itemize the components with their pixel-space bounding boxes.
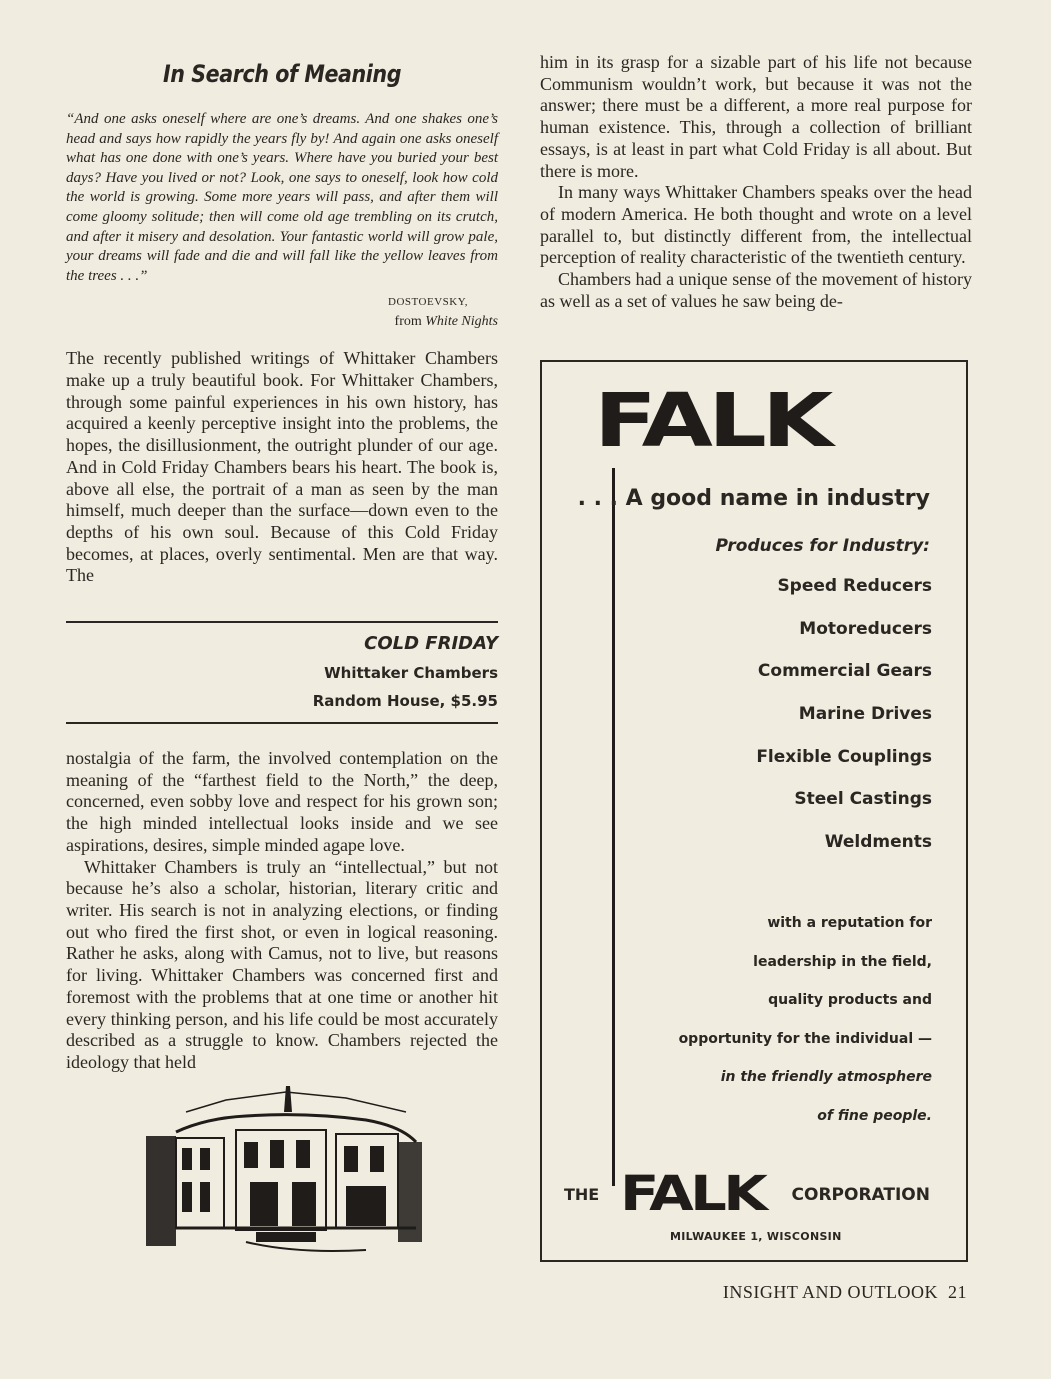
ad-reputation-text bbox=[679, 914, 932, 1146]
ad-vertical-rule bbox=[612, 468, 615, 1186]
ad-tagline: . . . A good name in industry bbox=[577, 486, 930, 511]
company-corporation: CORPORATION bbox=[791, 1185, 930, 1205]
paragraph-5: In many ways Whittaker Chambers speaks over the head of modern America. He both thought and wrote on a level parallel to, but distinctly different from, the intellectual perception of reality characteristic of the twentieth century. bbox=[540, 182, 972, 268]
reputation-line-italic: of fine people. bbox=[817, 1107, 932, 1124]
company-the: THE bbox=[564, 1185, 600, 1204]
reputation-line-italic: in the friendly atmosphere bbox=[720, 1069, 932, 1086]
paragraph-1: The recently published writings of Whittaker Chambers make up a truly beautiful book. For Whittaker Chambers, through some painful experiences in his own history, has acquired a keenly perceptive insight into the problems, the hopes, the disillusionment, the outright plunder of our age. And in Cold Friday Chambers bears his heart. The book is, above all else, the portrait of a man as seen by the man himself, much deeper than the surface—down even to the depths of his own soul. Because of this Cold Friday becomes, at places, overly sentimental. Men are that way. The bbox=[66, 348, 498, 586]
product-item: Marine Drives bbox=[798, 704, 932, 725]
product-item: Flexible Couplings bbox=[756, 746, 932, 767]
book-author: Whittaker Chambers bbox=[324, 664, 498, 683]
left-column bbox=[66, 52, 498, 1074]
reputation-line: quality products and bbox=[768, 992, 932, 1009]
falk-logo-small: FALK bbox=[620, 1166, 765, 1222]
page-number: 21 bbox=[948, 1282, 967, 1302]
ad-produces-heading: Produces for Industry: bbox=[715, 536, 930, 556]
article-body-part3 bbox=[540, 52, 972, 312]
epigraph-quote: “And one asks oneself where are one’s dreams. And one shakes one’s head and says how rapidly the years fly by! And again one asks oneself what has one done with one’s years. Where have you buried your best days? Have you lived or not? Look, one says to oneself, look how cold the world is growing. Some more years will pass, and after them will come gloomy solitude; then will come old age trembling on its crutch, and after it misery and desolation. Your fantastic world will grow pale, your dreams will fade and die and will fall like the yellow leaves from the trees . . .” bbox=[66, 111, 498, 284]
product-item: Motoreducers bbox=[799, 618, 932, 639]
book-publisher-price: Random House, $5.95 bbox=[312, 692, 498, 711]
reputation-line: with a reputation for bbox=[767, 915, 932, 931]
book-title: COLD FRIDAY bbox=[364, 633, 498, 655]
article-body-part2 bbox=[66, 748, 498, 1074]
falk-advertisement bbox=[540, 360, 968, 1262]
ad-product-list bbox=[756, 576, 932, 875]
company-address: MILWAUKEE 1, WISCONSIN bbox=[670, 1230, 842, 1243]
paragraph-6: Chambers had a unique sense of the movement of history as well as a set of values he saw being de- bbox=[540, 269, 972, 311]
ad-company-signature bbox=[564, 1166, 944, 1222]
product-item: Steel Castings bbox=[794, 789, 932, 810]
product-item: Weldments bbox=[824, 832, 932, 853]
page-footer bbox=[723, 1282, 967, 1303]
epigraph-source-line bbox=[395, 314, 498, 329]
right-column bbox=[540, 52, 972, 312]
article-body-part1 bbox=[66, 348, 498, 587]
paragraph-3: Whittaker Chambers is truly an “intellectual,” but not because he’s also a scholar, historian, literary critic and writer. His search is not in analyzing elections, or finding out who fired the first shot, or even in logical reasoning. Rather he asks, along with Camus, not to live, but reasons for living. Whittaker Chambers was concerned first and foremost with the problems that at one time or another hit every thinking person, and his life could be most accurately described as a struggle to know. Chambers rejected the ideology that held bbox=[66, 856, 498, 1072]
epigraph-attribution bbox=[66, 292, 498, 332]
book-info-box bbox=[66, 621, 498, 724]
running-head: INSIGHT AND OUTLOOK bbox=[722, 1282, 938, 1302]
reputation-line: opportunity for the individual — bbox=[678, 1030, 932, 1047]
reputation-line: leadership in the field, bbox=[753, 953, 932, 970]
epigraph-from-prefix: from bbox=[394, 314, 422, 330]
article-title: In Search of Meaning bbox=[162, 60, 402, 88]
paragraph-2: nostalgia of the farm, the involved contemplation on the meaning of the “farthest field to the North,” the deep, concerned, even sobby love and respect for his grown son; the high minded intellectual looks inside and we see aspirations, desires, simple minded agape love. bbox=[66, 748, 498, 855]
epigraph-source: White Nights bbox=[425, 314, 498, 330]
paragraph-4: him in its grasp for a sizable part of his life not because Communism wouldn’t work, but because it was not the answer; there must be a different, a more real purpose for human existence. This, through a collection of brilliant essays, is at least in part what Cold Friday is all about. But there is more. bbox=[540, 52, 972, 181]
building-sketch-illustration bbox=[146, 1082, 428, 1268]
product-item: Speed Reducers bbox=[777, 576, 932, 596]
product-item: Commercial Gears bbox=[757, 661, 932, 682]
falk-logo: FALK bbox=[594, 378, 829, 464]
epigraph-author: DOSTOEVSKY, bbox=[388, 296, 468, 309]
